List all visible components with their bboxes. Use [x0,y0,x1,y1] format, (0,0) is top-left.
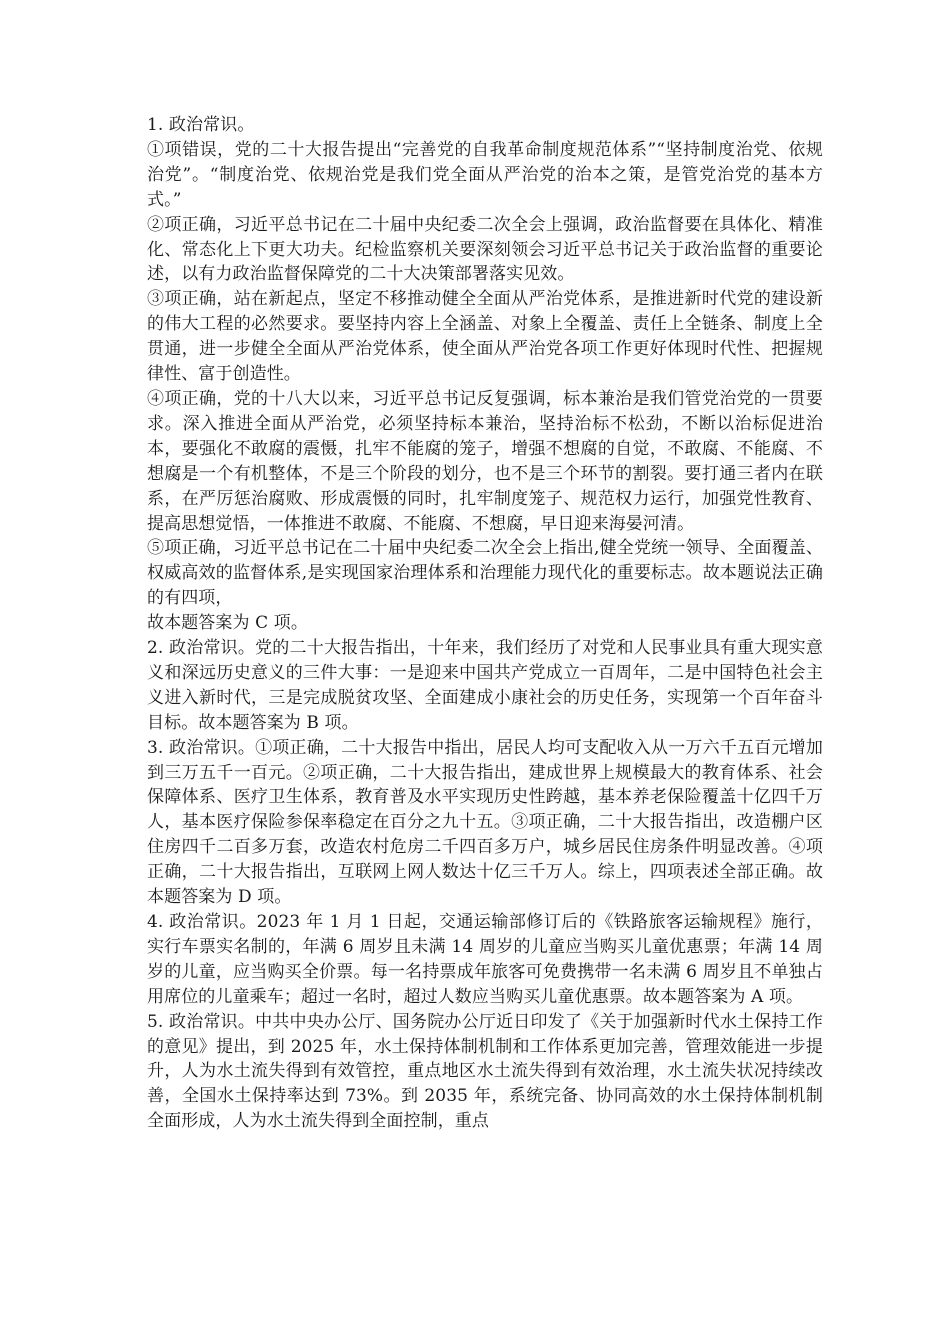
paragraph-heading-1: 1. 政治常识。 [147,115,255,135]
paragraph-question-3: 3. 政治常识。①项正确，二十大报告中指出，居民人均可支配收入从一万六千五百元增加到三万五千一百元。②项正确，二十大报告指出，建成世界上规模最大的教育体系、社会保障体系、医疗卫生体系，教育普及水平实现历史性跨越，基本养老保险覆盖十亿四千万人，基本医疗保险参保率稳定在百分之九十五。③项正确，二十大报告指出，改造棚户区住房四千二百多万套，改造农村危房二千四百多万户，城乡居民住房条件明显改善。④项正确，二十大报告指出，互联网上网人数达十亿三千万人。综上，四项表述全部正确。故本题答案为 D 项。 [147,737,823,908]
paragraph-question-5: 5. 政治常识。中共中央办公厅、国务院办公厅近日印发了《关于加强新时代水土保持工作的意见》提出，到 2025 年，水土保持体制机制和工作体系更加完善，管理效能进一步提升，人为水土流失得到有效管控，重点地区水土流失得到有效治理，水土流失状况持续改善，全国水土保持率达到 73%。到 2035 年，系统完备、协同高效的水土保持体制机制全面形成，人为水土流失得到全面控制，重点 [147,1011,823,1132]
paragraph-item-4: ④项正确，党的十八大以来，习近平总书记反复强调，标本兼治是我们管党治党的一贯要求。深入推进全面从严治党，必须坚持标本兼治，坚持治标不松劲，不断以治标促进治本，要强化不敢腐的震慑，扎牢不能腐的笼子，增强不想腐的自觉，不敢腐、不能腐、不想腐是一个有机整体，不是三个阶段的划分，也不是三个环节的割裂。要打通三者内在联系，在严厉惩治腐败、形成震慑的同时，扎牢制度笼子、规范权力运行，加强党性教育、提高思想觉悟，一体推进不敢腐、不能腐、不想腐，早日迎来海晏河清。 [147,388,823,534]
paragraph-item-1: ①项错误，党的二十大报告提出“完善党的自我革命制度规范体系”“坚持制度治党、依规治党”。“制度治党、依规治党是我们党全面从严治党的治本之策，是管党治党的基本方式。” [147,139,823,210]
paragraph-question-2: 2. 政治常识。党的二十大报告指出，十年来，我们经历了对党和人民事业具有重大现实意义和深远历史意义的三件大事：一是迎来中国共产党成立一百周年，二是中国特色社会主义进入新时代，三是完成脱贫攻坚、全面建成小康社会的历史任务，实现第一个百年奋斗目标。故本题答案为 B 项。 [147,638,823,733]
paragraph-item-2: ②项正确，习近平总书记在二十届中央纪委二次全会上强调，政治监督要在具体化、精准化、常态化上下更大功夫。纪检监察机关要深刻领会习近平总书记关于政治监督的重要论述，以有力政治监督保障党的二十大决策部署落实见效。 [147,214,823,285]
document-body [147,113,823,1134]
paragraph-item-3: ③项正确，站在新起点，坚定不移推动健全全面从严治党体系，是推进新时代党的建设新的伟大工程的必然要求。要坚持内容上全涵盖、对象上全覆盖、责任上全链条、制度上全贯通，进一步健全全面从严治党体系，使全面从严治党各项工作更好体现时代性、把握规律性、富于创造性。 [147,289,823,385]
paragraph-question-4: 4. 政治常识。2023 年 1 月 1 日起，交通运输部修订后的《铁路旅客运输规程》施行，实行车票实名制的，年满 6 周岁且未满 14 周岁的儿童应当购买儿童优惠票；年满 14 周岁的儿童，应当购买全价票。每一名持票成年旅客可免费携带一名未满 6 周岁且不单独占用席位的儿童乘车；超过一名时，超过人数应当购买儿童优惠票。故本题答案为 A 项。 [147,912,823,1007]
paragraph-answer-1: 故本题答案为 C 项。 [147,613,308,634]
paragraph-item-5: ⑤项正确，习近平总书记在二十届中央纪委二次全会上指出,健全党统一领导、全面覆盖、权威高效的监督体系,是实现国家治理体系和治理能力现代化的重要标志。故本题说法正确的有四项， [147,538,823,609]
